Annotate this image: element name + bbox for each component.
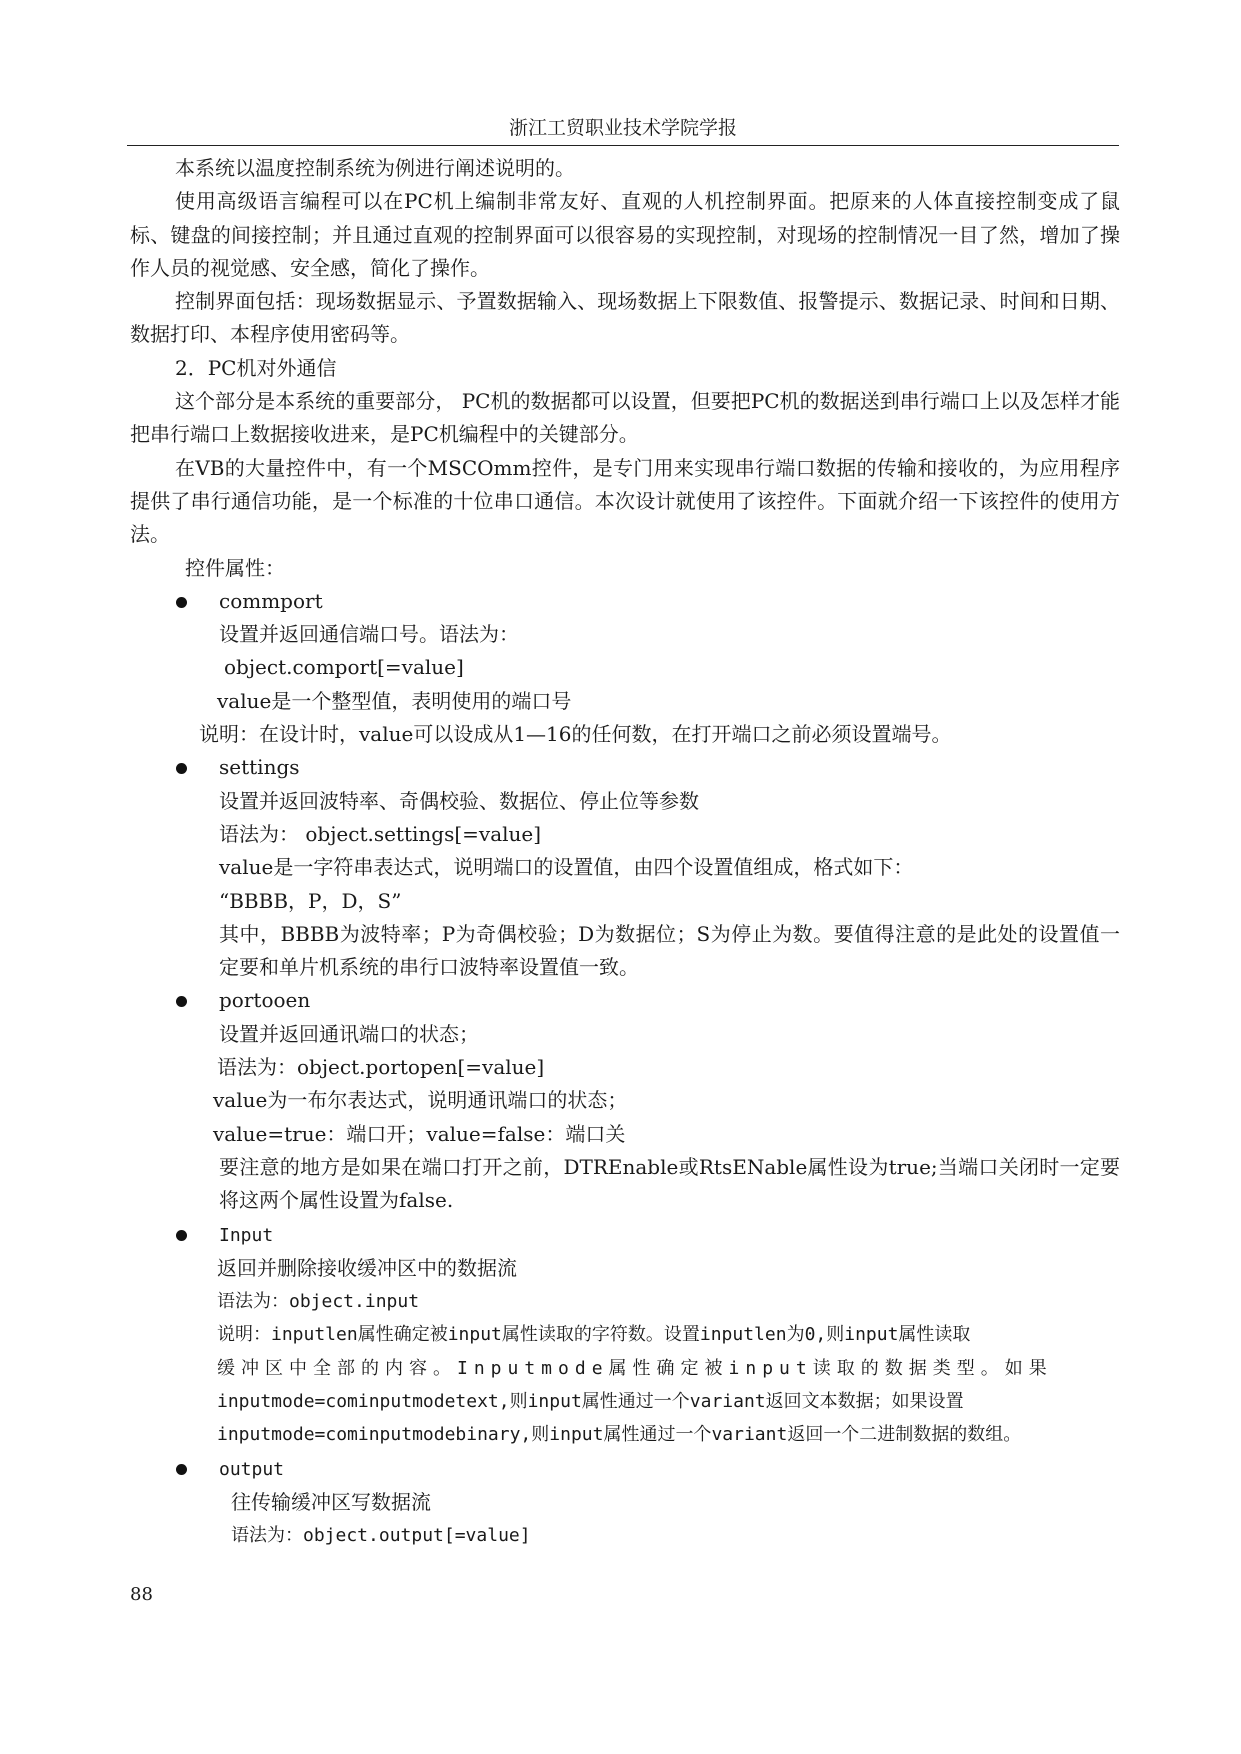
property-line: 语法为：object.output[=value] <box>231 1525 531 1547</box>
paragraph: 这个部分是本系统的重要部分， PC机的数据都可以设置，但要把PC机的数据送到串行端口上以及怎样才能把串行端口上数据接收进来，是PC机编程中的关键部分。 <box>130 389 1120 447</box>
property-line: 往传输缓冲区写数据流 <box>231 1489 431 1514</box>
property-input <box>130 1218 1120 1252</box>
property-line: 设置并返回通讯端口的状态； <box>219 1021 479 1046</box>
property-note: 说明：在设计时，value可以设成从1—16的任何数，在打开端口之前必须设置端号。 <box>199 722 952 747</box>
page-number: 88 <box>130 1584 153 1605</box>
paragraph: 本系统以温度控制系统为例进行阐述说明的。 <box>175 156 575 180</box>
property-portopen <box>130 984 1120 1017</box>
property-line: 设置并返回通信端口号。语法为： <box>219 622 519 647</box>
running-header: 浙江工贸职业技术学院学报 <box>508 117 737 139</box>
property-line: value是一字符串表达式，说明端口的设置值，由四个设置值组成，格式如下： <box>219 855 914 880</box>
property-commport <box>130 585 1120 618</box>
property-output <box>130 1452 1120 1486</box>
property-line: value为一布尔表达式，说明通讯端口的状态； <box>213 1088 628 1113</box>
property-line: value=true：端口开；value=false：端口关 <box>213 1121 626 1146</box>
subsection-label: 控件属性： <box>185 555 285 580</box>
property-title: Input <box>219 1224 274 1246</box>
paragraph: 使用高级语言编程可以在PC机上编制非常友好、直观的人机控制界面。把原来的人体直接控制变成了鼠标、键盘的间接控制；并且通过直观的控制界面可以很容易的实现控制，对现场的控制情况一目了然，增加了操作人员的视觉感、安全感，简化了操作。 <box>130 189 1120 280</box>
property-title: output <box>219 1458 285 1480</box>
property-line: 设置并返回波特率、奇偶校验、数据位、停止位等参数 <box>219 788 699 813</box>
property-line: 缓冲区中全部的内容。Inputmode属性确定被input读取的数据类型。如果 <box>217 1357 1053 1379</box>
property-line: inputmode=cominputmodebinary,则input属性通过一个variant返回一个二进制数据的数组。 <box>217 1424 1022 1446</box>
bullet-icon <box>176 763 187 774</box>
paragraph: 在VB的大量控件中，有一个MSCOmm控件，是专门用来实现串行端口数据的传输和接收的，为应用程序提供了串行通信功能，是一个标准的十位串口通信。本次设计就使用了该控件。下面就介绍一下该控件的使用方法。 <box>130 455 1120 547</box>
header-rule <box>127 145 1119 146</box>
property-line: inputmode=cominputmodetext,则input属性通过一个variant返回文本数据；如果设置 <box>217 1390 964 1412</box>
property-settings <box>130 751 1120 784</box>
property-line: 要注意的地方是如果在端口打开之前，DTREnable或RtsENable属性设为true;当端口关闭时一定要将这两个属性设置为false. <box>219 1154 1120 1213</box>
bullet-icon <box>176 597 187 608</box>
bullet-icon <box>176 996 187 1007</box>
property-title: settings <box>219 755 300 780</box>
property-line: object.comport[=value] <box>224 655 464 680</box>
property-line: value是一个整型值，表明使用的端口号 <box>217 688 572 713</box>
article-body <box>130 152 1120 1552</box>
property-title: portooen <box>219 988 311 1013</box>
property-line: 说明：inputlen属性确定被input属性读取的字符数。设置inputlen为0,则input属性读取 <box>217 1324 971 1346</box>
paragraph: 控制界面包括：现场数据显示、予置数据输入、现场数据上下限数值、报警提示、数据记录、时间和日期、数据打印、本程序使用密码等。 <box>130 289 1120 347</box>
property-line: 语法为：object.input <box>217 1291 420 1313</box>
property-line: “BBBB，P，D，S” <box>219 888 402 913</box>
bullet-icon <box>176 1230 187 1241</box>
property-line: 返回并删除接收缓冲区中的数据流 <box>217 1255 517 1280</box>
property-line: 语法为： object.settings[=value] <box>219 821 542 846</box>
section-heading: 2．PC机对外通信 <box>175 355 337 380</box>
property-line: 语法为：object.portopen[=value] <box>217 1055 545 1080</box>
bullet-icon <box>176 1464 187 1475</box>
property-title: commport <box>219 588 323 613</box>
property-line: 其中，BBBB为波特率；P为奇偶校验；D为数据位；S为停止为数。要值得注意的是此处的设置值一定要和单片机系统的串行口波特率设置值一致。 <box>219 921 1120 980</box>
